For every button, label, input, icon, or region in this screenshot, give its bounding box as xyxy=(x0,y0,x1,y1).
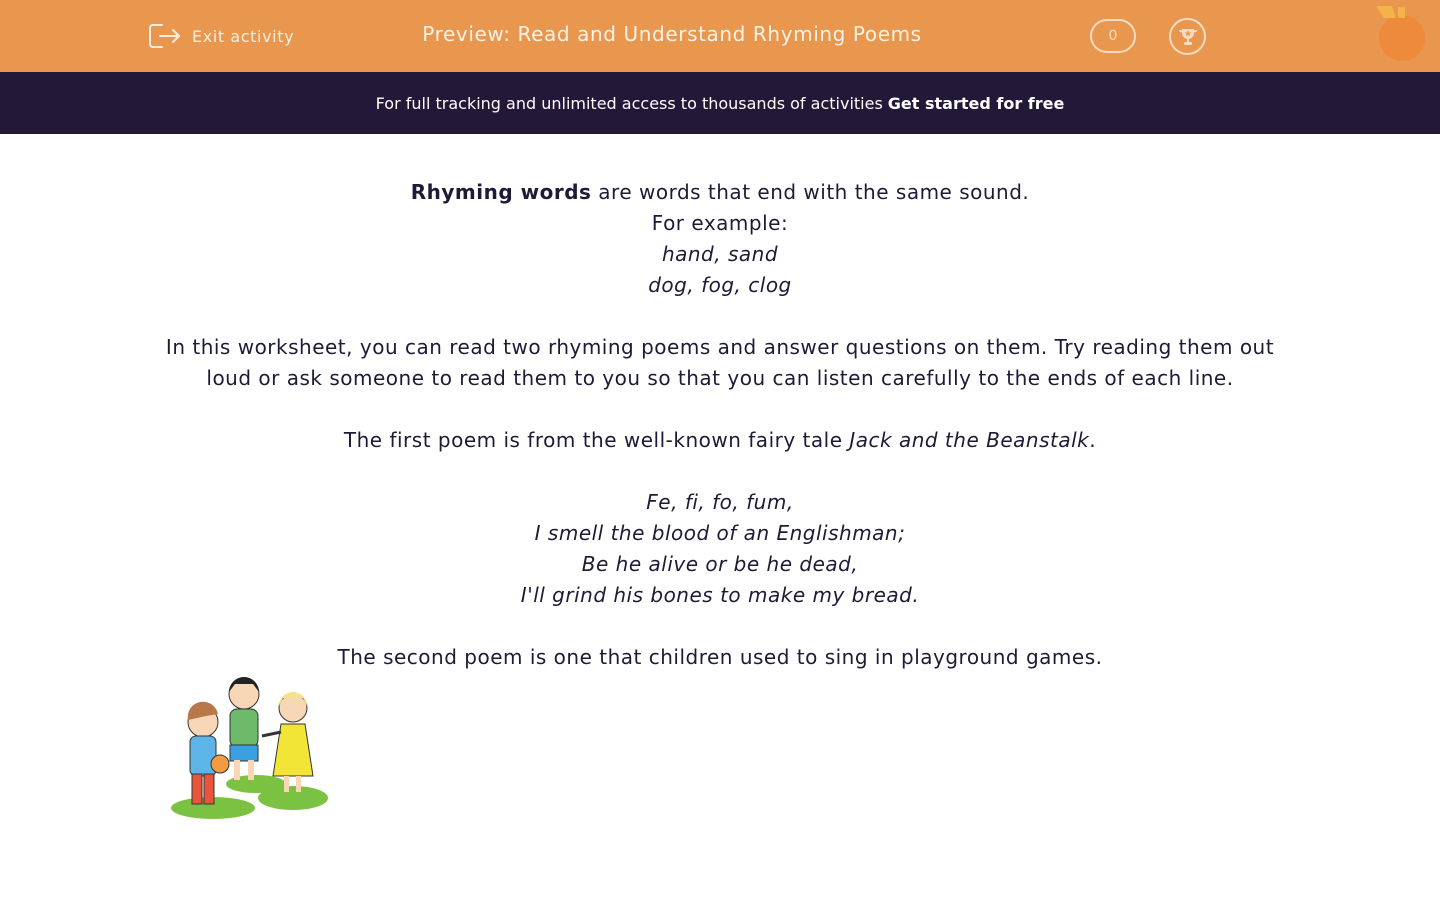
first-poem-source: Jack and the Beanstalk xyxy=(849,428,1090,452)
poem-line: Be he alive or be he dead, xyxy=(581,552,859,576)
poem-line: I'll grind his bones to make my bread. xyxy=(520,583,920,607)
first-poem-end: . xyxy=(1089,428,1097,452)
children-playing-illustration xyxy=(168,674,332,826)
intro-definition xyxy=(150,177,1290,208)
example-line: hand, sand xyxy=(661,242,779,266)
trophy-button[interactable] xyxy=(1169,18,1206,55)
second-poem-first-line-clipped xyxy=(545,892,895,900)
page-title-text: Preview: Read and Understand Rhyming Poems xyxy=(422,22,922,46)
top-bar xyxy=(0,0,1440,72)
poem-line: I smell the blood of an Englishman; xyxy=(534,521,906,545)
banner-text: For full tracking and unlimited access to thousands of activities xyxy=(375,93,883,113)
trophy-icon xyxy=(1177,26,1199,48)
page-title xyxy=(0,22,1440,46)
score-badge[interactable]: 0 xyxy=(1090,19,1136,53)
worksheet-instructions: In this worksheet, you can read two rhyming poems and answer questions on them. Try reading them out loud or ask someone to read them to you so that you can listen carefully to the ends of each line. xyxy=(165,335,1275,390)
poem-line: Fe, fi, fo, fum, xyxy=(646,490,794,514)
example-line: dog, fog, clog xyxy=(648,273,792,297)
exit-activity-label: Exit activity xyxy=(192,26,295,46)
get-started-link[interactable]: Get started for free xyxy=(887,93,1065,113)
activity-content xyxy=(150,177,1290,673)
definition-text: are words that end with the same sound. xyxy=(591,180,1030,204)
first-poem-intro xyxy=(150,425,1290,456)
example-label: For example: xyxy=(651,211,789,235)
term-rhyming-words: Rhyming words xyxy=(410,180,592,204)
signup-banner xyxy=(0,72,1440,134)
first-poem-intro-text: The first poem is from the well-known fairy tale xyxy=(343,428,850,452)
second-poem-intro: The second poem is one that children used to sing in playground games. xyxy=(337,645,1103,669)
brand-logo-icon xyxy=(1372,4,1432,64)
